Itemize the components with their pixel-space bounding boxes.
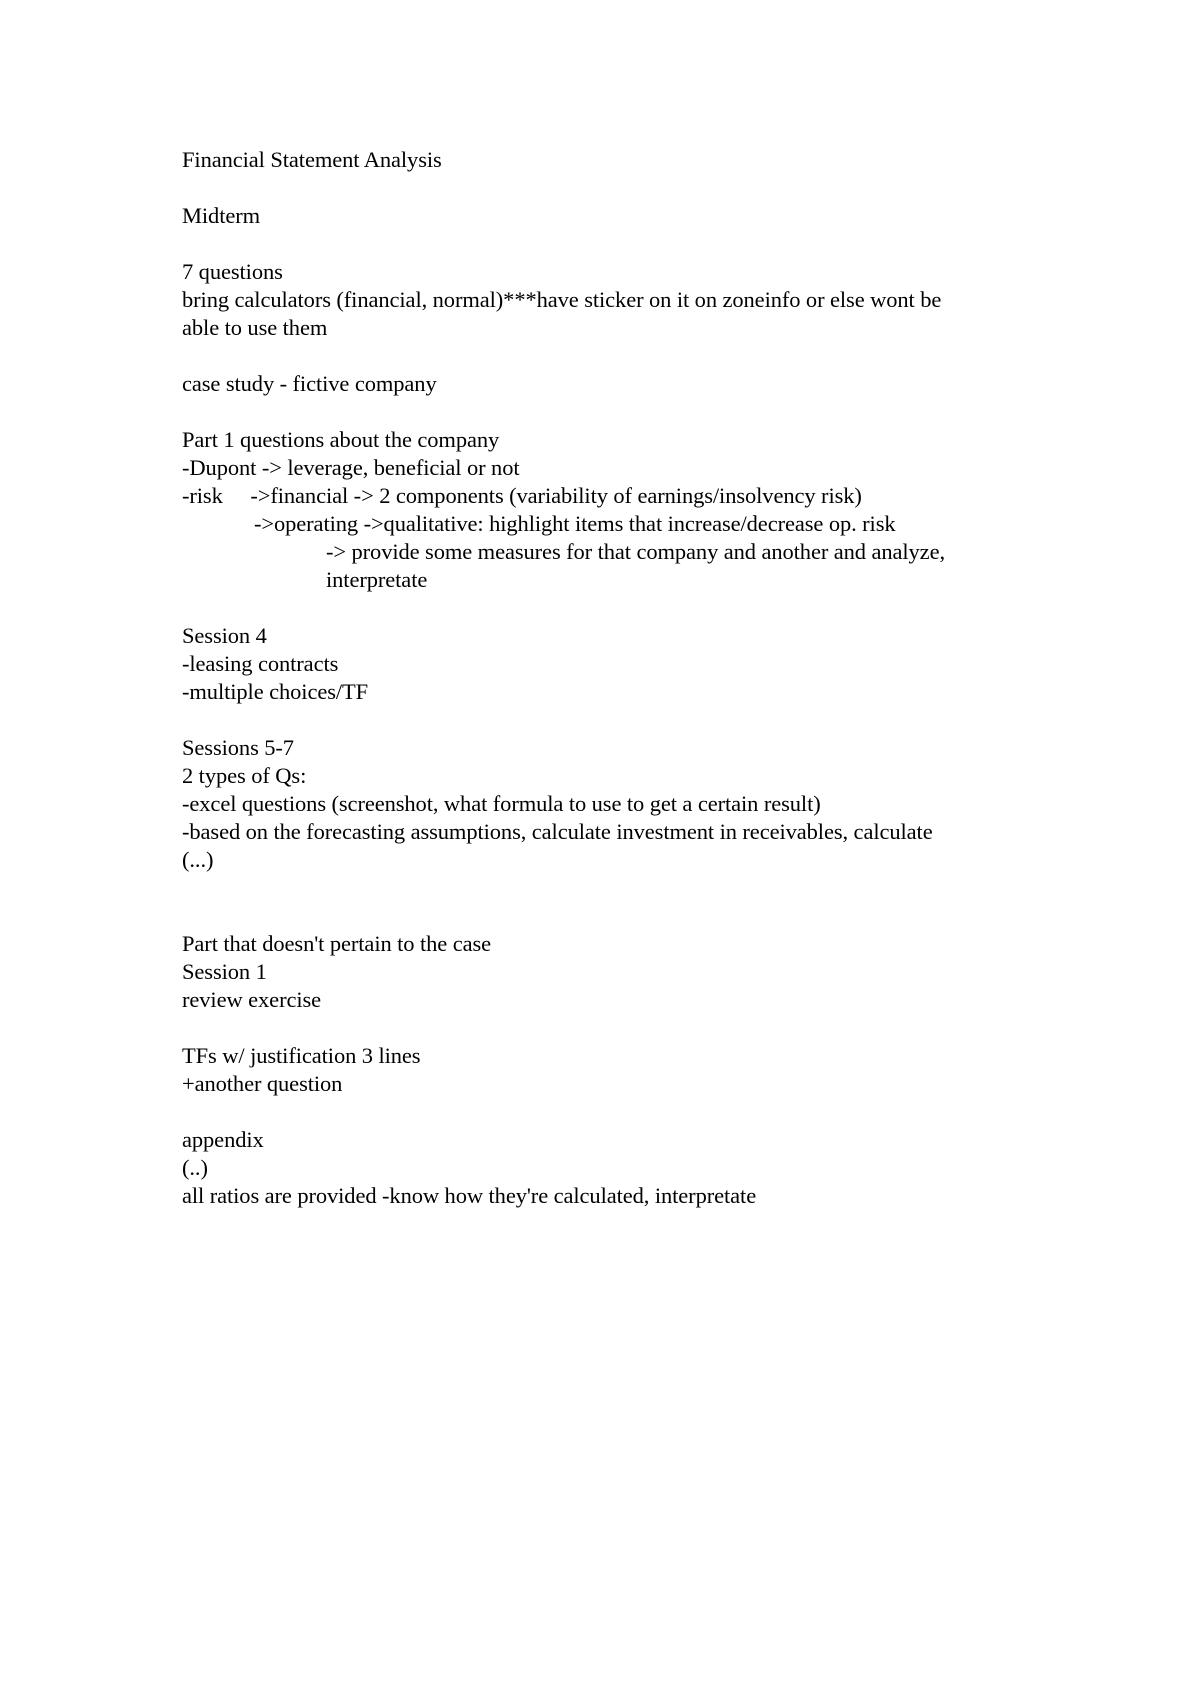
text-line: review exercise (182, 987, 322, 1012)
section-heading: Part that doesn't pertain to the case (182, 931, 492, 956)
text-line: 2 types of Qs: (182, 763, 307, 788)
text-line: 7 questions (182, 259, 283, 284)
text-line: bring calculators (financial, normal)***have sticker on it on zoneinfo or else wont be (182, 287, 942, 312)
document-subtitle: Midterm (182, 203, 261, 228)
section-heading: Session 4 (182, 623, 267, 648)
text-line: -risk ->financial -> 2 components (variability of earnings/insolvency risk) (182, 483, 862, 508)
text-line-indented: interpretate (326, 567, 428, 592)
text-line: -multiple choices/TF (182, 679, 369, 704)
text-line: TFs w/ justification 3 lines (182, 1043, 421, 1068)
text-line: -leasing contracts (182, 651, 339, 676)
text-line-indented: -> provide some measures for that company and another and analyze, (326, 539, 945, 564)
text-line: all ratios are provided -know how they're calculated, interpretate (182, 1183, 757, 1208)
text-line: +another question (182, 1071, 343, 1096)
text-line: Session 1 (182, 959, 267, 984)
document-title: Financial Statement Analysis (182, 147, 442, 172)
text-line: (..) (182, 1155, 208, 1180)
text-line: -Dupont -> leverage, beneficial or not (182, 455, 520, 480)
text-line: able to use them (182, 315, 328, 340)
text-line: -excel questions (screenshot, what formula to use to get a certain result) (182, 791, 821, 816)
section-heading: Sessions 5-7 (182, 735, 294, 760)
text-line-indented: ->operating ->qualitative: highlight items that increase/decrease op. risk (254, 511, 896, 536)
text-line: case study - fictive company (182, 371, 437, 396)
section-heading: Part 1 questions about the company (182, 427, 500, 452)
text-line: (...) (182, 847, 214, 872)
text-line: -based on the forecasting assumptions, calculate investment in receivables, calculate (182, 819, 933, 844)
section-heading: appendix (182, 1127, 264, 1152)
